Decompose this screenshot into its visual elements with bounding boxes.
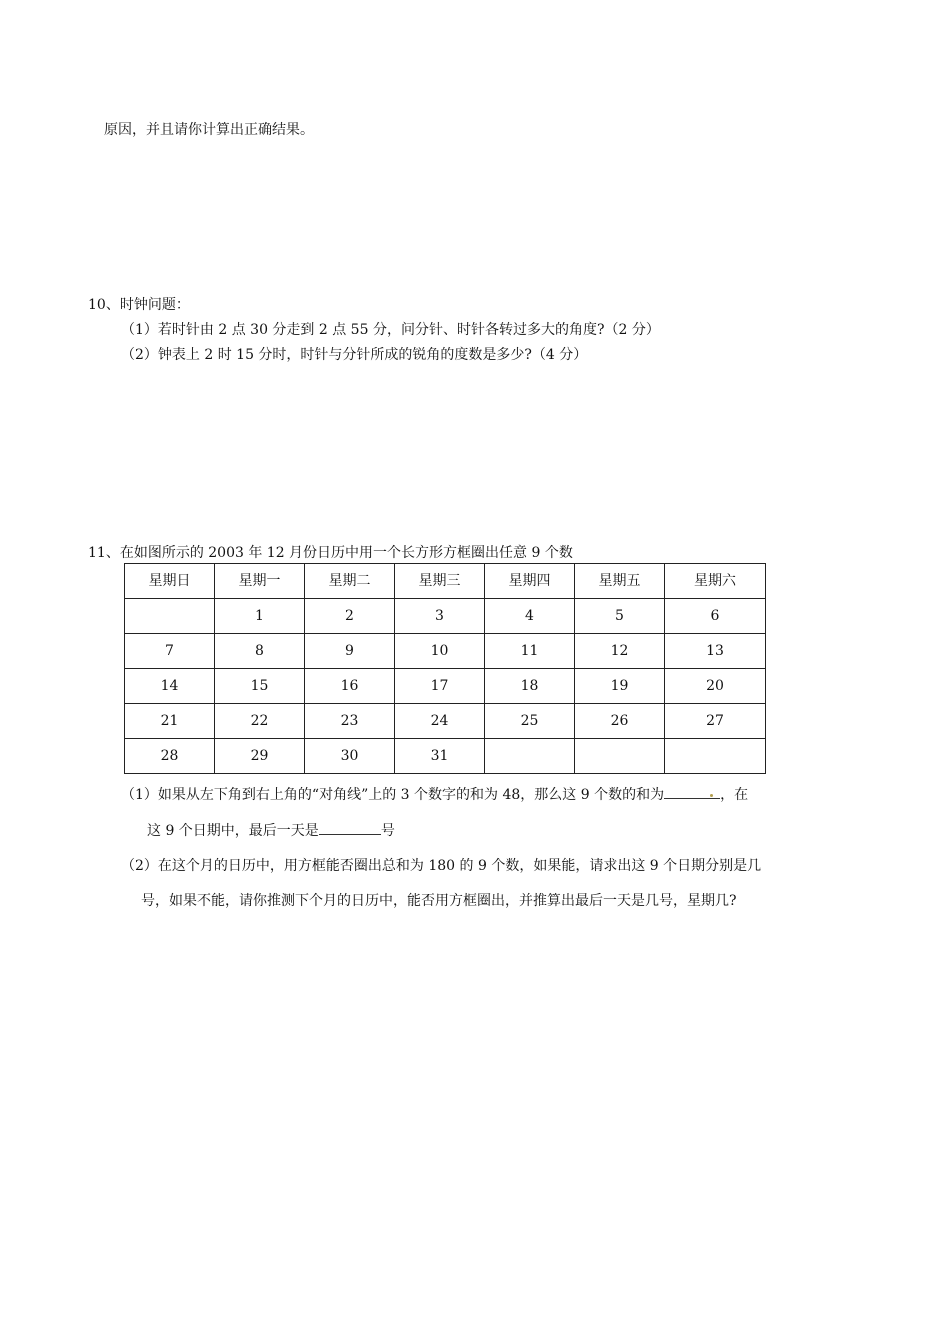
calendar-day-cell: 10 (395, 634, 485, 669)
calendar-day-cell: 11 (485, 634, 575, 669)
calendar-header-cell: 星期四 (485, 564, 575, 599)
calendar-day-cell: 9 (305, 634, 395, 669)
calendar-day-cell: 20 (665, 669, 766, 704)
question-10-title: 10、时钟问题： (88, 297, 190, 313)
calendar-day-cell (575, 739, 665, 774)
calendar-day-cell: 27 (665, 704, 766, 739)
calendar-header-cell: 星期五 (575, 564, 665, 599)
last-day-answer-blank[interactable] (319, 818, 381, 835)
calendar-day-cell (665, 739, 766, 774)
calendar-day-cell: 29 (215, 739, 305, 774)
calendar-day-cell: 21 (125, 704, 215, 739)
question-10-part-2: （2）钟表上 2 时 15 分时，时针与分针所成的锐角的度数是多少?（4 分） (121, 347, 588, 363)
calendar-header-cell: 星期六 (665, 564, 766, 599)
calendar-day-cell: 30 (305, 739, 395, 774)
calendar-day-cell: 17 (395, 669, 485, 704)
calendar-day-cell: 18 (485, 669, 575, 704)
sum-answer-blank[interactable] (664, 782, 720, 799)
calendar-day-cell: 7 (125, 634, 215, 669)
calendar-week-row (125, 739, 766, 774)
calendar-day-cell: 13 (665, 634, 766, 669)
calendar-header-cell: 星期三 (395, 564, 485, 599)
calendar-week-row (125, 634, 766, 669)
calendar-day-cell: 24 (395, 704, 485, 739)
calendar-week-row (125, 669, 766, 704)
calendar-header-cell: 星期一 (215, 564, 305, 599)
question-11-part-1-line-2 (147, 818, 395, 841)
calendar-day-cell: 14 (125, 669, 215, 704)
calendar-day-cell: 19 (575, 669, 665, 704)
calendar-day-cell: 26 (575, 704, 665, 739)
calendar-day-cell: 3 (395, 599, 485, 634)
question-11-part-1-suffix: ，在 (720, 787, 749, 803)
calendar-header-cell: 星期二 (305, 564, 395, 599)
question-11-part-2-line-1: （2）在这个月的日历中，用方框能否圈出总和为 180 的 9 个数，如果能，请求出这 9 个日期分别是几 (121, 858, 762, 874)
calendar-day-cell: 15 (215, 669, 305, 704)
calendar-day-cell: 22 (215, 704, 305, 739)
question-11-part-2-line-2: 号，如果不能，请你推测下个月的日历中，能否用方框圈出，并推算出最后一天是几号，星期几? (141, 893, 737, 909)
calendar-day-cell: 16 (305, 669, 395, 704)
calendar-day-cell: 12 (575, 634, 665, 669)
question-11-part-1-line-1 (121, 782, 748, 805)
calendar-day-cell: 4 (485, 599, 575, 634)
calendar-week-row (125, 599, 766, 634)
calendar-header-cell: 星期日 (125, 564, 215, 599)
blank-mark (710, 794, 713, 797)
calendar-day-cell: 5 (575, 599, 665, 634)
calendar-day-cell: 25 (485, 704, 575, 739)
calendar-week-row (125, 704, 766, 739)
question-11-title: 11、在如图所示的 2003 年 12 月份日历中用一个长方形方框圈出任意 9 个数 (88, 545, 573, 561)
calendar-day-cell: 6 (665, 599, 766, 634)
calendar-day-cell: 8 (215, 634, 305, 669)
calendar-day-cell: 31 (395, 739, 485, 774)
calendar-day-cell: 28 (125, 739, 215, 774)
calendar-table (124, 563, 766, 774)
calendar-day-cell (485, 739, 575, 774)
calendar-day-cell: 1 (215, 599, 305, 634)
question-11-part-1-unit: 号 (380, 823, 395, 839)
calendar-day-cell (125, 599, 215, 634)
question-10-part-1: （1）若时针由 2 点 30 分走到 2 点 55 分，问分针、时针各转过多大的角度?（2 分） (121, 322, 660, 338)
calendar-day-cell: 23 (305, 704, 395, 739)
calendar-header-row (125, 564, 766, 599)
question-11-part-1-text-2: 这 9 个日期中，最后一天是 (147, 823, 319, 839)
question-11-part-1-text: （1）如果从左下角到右上角的“对角线”上的 3 个数字的和为 48，那么这 9 个数的和为 (121, 787, 665, 803)
intro-line: 原因，并且请你计算出正确结果。 (104, 122, 314, 138)
calendar-day-cell: 2 (305, 599, 395, 634)
